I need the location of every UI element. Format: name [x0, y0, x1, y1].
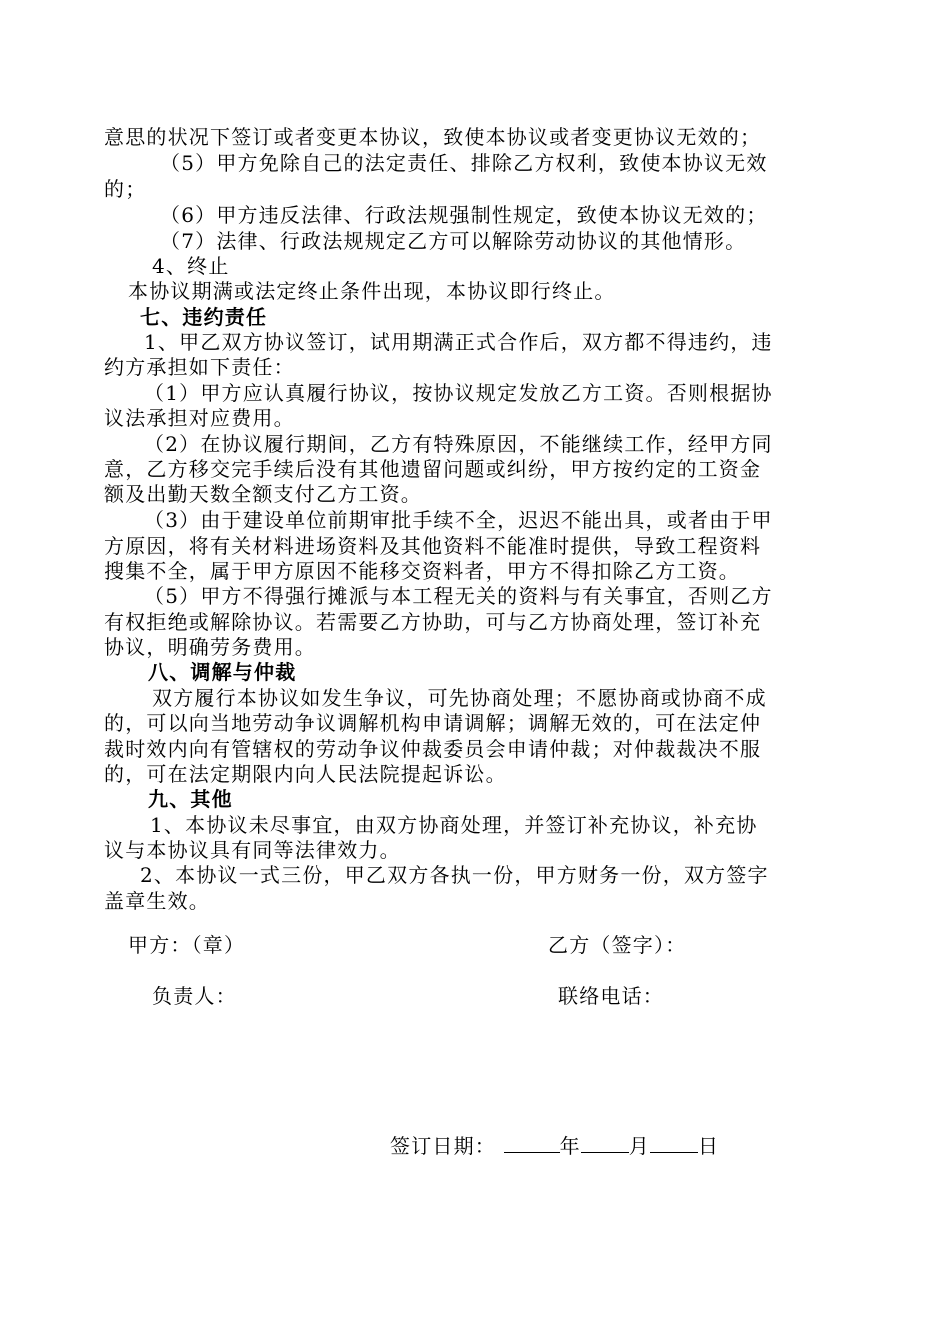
text-line: 的，可以向当地劳动争议调解机构申请调解；调解无效的，可在法定仲: [104, 711, 762, 735]
text-line: （3）由于建设单位前期审批手续不全，迟迟不能出具，或者由于甲: [144, 508, 773, 532]
year-blank: [504, 1132, 560, 1153]
text-line: （7）法律、行政法规规定乙方可以解除劳动协议的其他情形。: [160, 229, 747, 253]
text-line: 议法承担对应费用。: [104, 406, 295, 430]
text-line: 双方履行本协议如发生争议，可先协商处理；不愿协商或协商不成: [152, 686, 767, 710]
text-line: 约方承担如下责任：: [104, 355, 295, 379]
section-heading: 八、调解与仲裁: [148, 660, 297, 684]
year-label: 年: [559, 1134, 581, 1158]
day-label: 日: [697, 1134, 720, 1158]
text-line: 额及出勤天数全额支付乙方工资。: [104, 482, 422, 506]
text-line: 方原因，将有关材料进场资料及其他资料不能准时提供，导致工程资料: [104, 534, 762, 558]
text-line: 1、本协议未尽事宜，由双方协商处理，并签订补充协议，补充协: [150, 813, 758, 837]
text-line: 盖章生效。: [104, 889, 210, 913]
text-line: 裁时效内向有管辖权的劳动争议仲裁委员会申请仲裁；对仲裁裁决不服: [104, 737, 762, 761]
party-a-label: 甲方：（章）: [128, 933, 246, 957]
text-line: （2）在协议履行期间，乙方有特殊原因，不能继续工作，经甲方同: [144, 432, 773, 456]
text-line: 的，可在法定期限内向人民法院提起诉讼。: [104, 762, 507, 786]
party-b-label: 乙方（签字）：: [548, 933, 687, 957]
month-label: 月: [628, 1134, 650, 1158]
text-line: 的；: [104, 177, 147, 201]
text-line: 2、本协议一式三份，甲乙双方各执一份，甲方财务一份，双方签字: [140, 863, 769, 887]
text-line: 4、终止: [152, 254, 230, 278]
text-line: 议与本协议具有同等法律效力。: [104, 838, 401, 862]
text-line: 协议，明确劳务费用。: [104, 635, 316, 659]
text-line: 有权拒绝或解除协议。若需要乙方协助，可与乙方协商处理，签订补充: [104, 610, 762, 634]
text-line: 意思的状况下签订或者变更本协议，致使本协议或者变更协议无效的；: [104, 125, 762, 149]
section-heading: 七、违约责任: [140, 305, 268, 329]
signing-date-label: 签订日期：: [390, 1134, 496, 1158]
text-line: （5）甲方不得强行摊派与本工程无关的资料与有关事宜，否则乙方: [144, 584, 773, 608]
text-line: 1、甲乙双方协议签订，试用期满正式合作后，双方都不得违约，违: [144, 330, 773, 354]
text-line: （1）甲方应认真履行协议，按协议规定发放乙方工资。否则根据协: [144, 381, 773, 405]
text-line: 意，乙方移交完手续后没有其他遗留问题或纠纷，甲方按约定的工资金: [104, 457, 762, 481]
text-line: 本协议期满或法定终止条件出现，本协议即行终止。: [128, 279, 616, 303]
text-line: （5）甲方免除自己的法定责任、排除乙方权利，致使本协议无效: [160, 151, 768, 175]
text-line: 搜集不全，属于甲方原因不能移交资料者，甲方不得扣除乙方工资。: [104, 559, 740, 583]
person-in-charge-label: 负责人：: [152, 984, 237, 1008]
signing-date: [390, 1132, 719, 1159]
month-blank: [581, 1132, 629, 1153]
text-line: （6）甲方违反法律、行政法规强制性规定，致使本协议无效的；: [160, 203, 768, 227]
day-blank: [650, 1132, 698, 1153]
section-heading: 九、其他: [148, 787, 233, 811]
contact-phone-label: 联络电话：: [558, 984, 664, 1008]
